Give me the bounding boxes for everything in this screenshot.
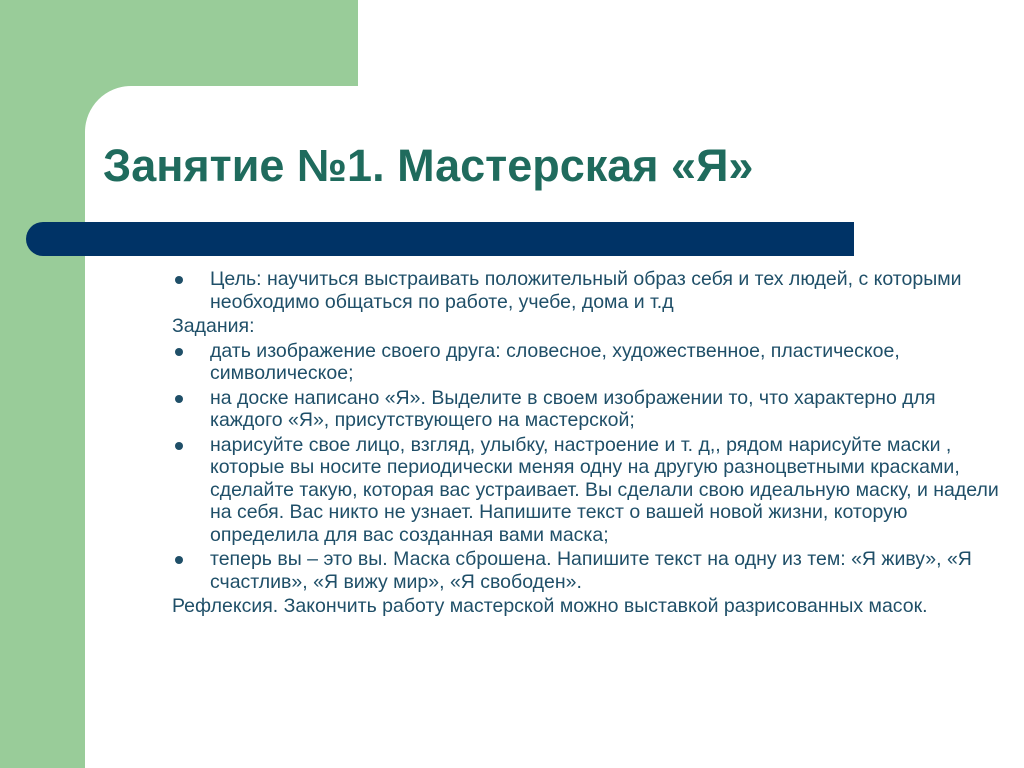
bullet-icon: [175, 276, 183, 284]
slide-title: Занятие №1. Мастерская «Я»: [103, 140, 754, 191]
task-item-2: [172, 387, 1012, 432]
reflection-text: Рефлексия. Закончить работу мастерской можно выставкой разрисованных масок.: [172, 595, 928, 617]
tasks-heading: [172, 315, 1012, 338]
bullet-icon: [175, 348, 183, 356]
goal-text: Цель: научиться выстраивать положительный образ себя и тех людей, с которыми необходимо общаться по работе, учебе, дома и т.д: [210, 268, 962, 313]
bullet-icon: [175, 395, 183, 403]
task-item-2-text: на доске написано «Я». Выделите в своем изображении то, что характерно для каждого «Я», присутствующего на мастерской;: [210, 386, 936, 431]
bullet-icon: [175, 442, 183, 450]
slide-body: [172, 268, 1012, 620]
task-item-3-text: нарисуйте свое лицо, взгляд, улыбку, настроение и т. д,, рядом нарисуйте маски , которые вы носите периодически меняя одну на другую разноцветными красками, сделайте такую, которая вас устраивает. Вы сделали свою идеальную маску, и надели на себя. Вас никто не узнает. Напишите текст о вашей новой жизни, которую определила для вас созданная вами маска;: [210, 433, 999, 546]
bullet-icon: [175, 556, 183, 564]
tasks-heading-text: Задания:: [172, 315, 255, 337]
title-underline-bar: [26, 222, 854, 256]
task-item-1-text: дать изображение своего друга: словесное, художественное, пластическое, символическое;: [210, 339, 900, 384]
goal-bullet: [172, 268, 1012, 313]
task-item-4: [172, 548, 1012, 593]
task-item-1: [172, 340, 1012, 385]
reflection-paragraph: [172, 595, 1012, 618]
task-item-4-text: теперь вы – это вы. Маска сброшена. Напишите текст на одну из тем: «Я живу», «Я счастлив», «Я вижу мир», «Я свободен».: [210, 548, 972, 593]
task-item-3: [172, 434, 1012, 547]
